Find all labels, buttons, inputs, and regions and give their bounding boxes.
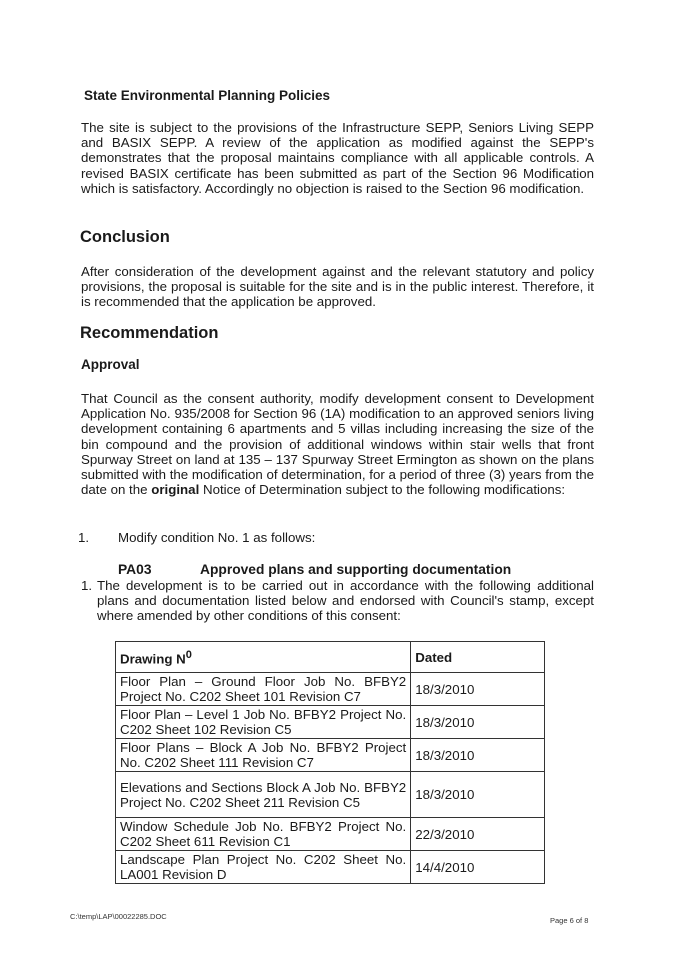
table-row: [116, 818, 545, 851]
condition-code: PA03: [118, 562, 152, 577]
table-header-row: [116, 642, 545, 673]
drawing-header-sup: 0: [185, 648, 192, 661]
dated-cell: 14/4/2010: [411, 851, 545, 884]
condition-text: The development is to be carried out in accordance with the following additional plans and documentation listed below and endorsed with Council's stamp, except where amended by other conditions of this consent:: [97, 578, 594, 624]
sepp-paragraph: The site is subject to the provisions of the Infrastructure SEPP, Seniors Living SEPP and BASIX SEPP. A review of the application as modified against the SEPP's demonstrates that the proposal maintains compliance with all applicable controls. A revised BASIX certificate has been submitted as part of the Section 96 Modification which is satisfactory. Accordingly no objection is raised to the Section 96 modification.: [81, 120, 594, 196]
dated-cell: 18/3/2010: [411, 772, 545, 818]
dated-cell: 22/3/2010: [411, 818, 545, 851]
conclusion-heading: Conclusion: [80, 228, 170, 246]
drawing-cell: Floor Plan – Level 1 Job No. BFBY2 Project No. C202 Sheet 102 Revision C5: [116, 706, 411, 739]
drawing-header-text: Drawing N: [120, 651, 186, 667]
recommendation-text-end: Notice of Determination subject to the following modifications:: [199, 482, 566, 498]
recommendation-text-start: That Council as the consent authority, modify development consent to Development Application No. 935/2008 for Section 96 (1A) modification to an approved seniors living development containing 6 apartments and 5 villas including increasing the size of the bin compound and the provision of additional windows within stair wells that front Spurway Street on land at 135 – 137 Spurway Street Ermington as shown on the plans submitted with the modification of determination, for a period of three (3) years from the date on the: [81, 391, 594, 498]
conclusion-paragraph: After consideration of the development against and the relevant statutory and policy provisions, the proposal is suitable for the site and is in the public interest. Therefore, it is recommended that the application be approved.: [81, 264, 594, 310]
table-row: [116, 739, 545, 772]
footer-page-number: Page 6 of 8: [550, 916, 589, 925]
item1-number: 1.: [78, 530, 90, 545]
plans-table: [115, 641, 545, 884]
recommendation-text-bold: original: [151, 482, 200, 498]
condition-number: 1.: [81, 578, 93, 593]
drawing-column-header: [116, 642, 411, 673]
dated-cell: 18/3/2010: [411, 739, 545, 772]
table-row: [116, 851, 545, 884]
approval-subheading: Approval: [81, 357, 140, 372]
table-row: [116, 772, 545, 818]
recommendation-paragraph: [81, 391, 594, 497]
dated-column-header: Dated: [411, 642, 545, 673]
table-row: [116, 673, 545, 706]
item1-text: Modify condition No. 1 as follows:: [118, 530, 316, 545]
recommendation-heading: Recommendation: [80, 324, 219, 342]
drawing-cell: Floor Plans – Block A Job No. BFBY2 Project No. C202 Sheet 111 Revision C7: [116, 739, 411, 772]
footer-file-path: C:\temp\LAP\00022285.DOC: [70, 912, 167, 921]
sepp-heading: State Environmental Planning Policies: [84, 88, 331, 103]
drawing-cell: Elevations and Sections Block A Job No. BFBY2 Project No. C202 Sheet 211 Revision C5: [116, 772, 411, 818]
dated-cell: 18/3/2010: [411, 706, 545, 739]
dated-cell: 18/3/2010: [411, 673, 545, 706]
table-row: [116, 706, 545, 739]
condition-title: Approved plans and supporting documentation: [200, 562, 512, 577]
drawing-cell: Floor Plan – Ground Floor Job No. BFBY2 Project No. C202 Sheet 101 Revision C7: [116, 673, 411, 706]
drawing-cell: Window Schedule Job No. BFBY2 Project No. C202 Sheet 611 Revision C1: [116, 818, 411, 851]
drawing-cell: Landscape Plan Project No. C202 Sheet No. LA001 Revision D: [116, 851, 411, 884]
